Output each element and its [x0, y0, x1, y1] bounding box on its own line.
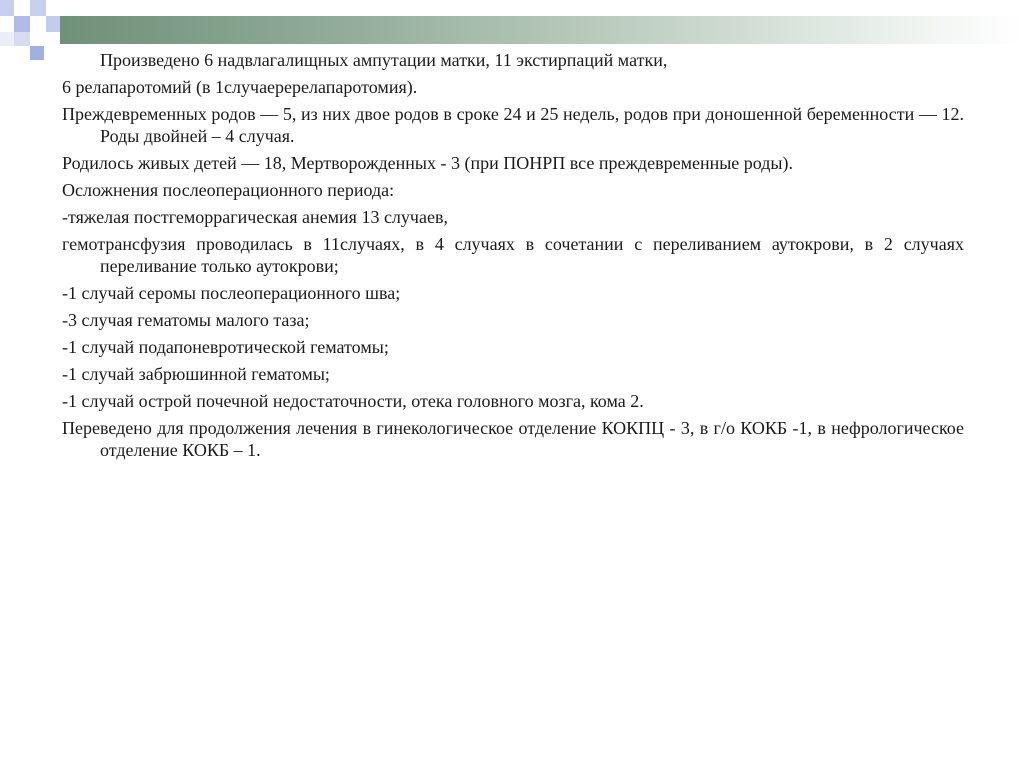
paragraph-subaponeurotic-hematoma: -1 случай подапоневротической гематомы; [62, 337, 389, 357]
paragraph-transfers: Переведено для продолжения лечения в гинекологическое отделение КОКПЦ - 3, в г/о КОКБ -1, в нефрологическое отделение КОКБ – 1. [62, 418, 964, 460]
paragraph-relaparotomies: 6 релапаротомий (в 1случаеререлапаротомия). [62, 77, 418, 97]
paragraph-anemia: -тяжелая постгеморрагическая анемия 13 случаев, [62, 207, 448, 227]
paragraph-complications-heading: Осложнения послеоперационного периода: [62, 180, 395, 200]
paragraph-retroperitoneal-hematoma: -1 случай забрюшинной гематомы; [62, 364, 330, 384]
decor-square [46, 16, 60, 32]
paragraph-preterm-births: Преждевременных родов — 5, из них двое родов в сроке 24 и 25 недель, родов при доношенной беременности — 12. Роды двойней – 4 случая. [62, 104, 964, 146]
decor-square [30, 46, 44, 60]
slide-body-text [62, 49, 964, 466]
decor-square [0, 32, 14, 46]
paragraph-seroma: -1 случай серомы послеоперационного шва; [62, 283, 401, 303]
paragraph-pelvic-hematoma: -3 случая гематомы малого таза; [62, 310, 310, 330]
paragraph-transfusion: гемотрансфузия проводилась в 11случаях, в 4 случаях в сочетании с переливанием аутокрови, в 2 случаях переливание только аутокрови; [62, 234, 964, 276]
decor-square [0, 0, 14, 16]
header-gradient-bar [60, 16, 1024, 44]
paragraph-renal-failure: -1 случай острой почечной недостаточности, отека головного мозга, кома 2. [62, 391, 644, 411]
decor-square [14, 32, 30, 46]
decor-square [30, 0, 46, 16]
decor-square [14, 16, 30, 32]
paragraph-amputations: Произведено 6 надвлагалищных ампутации матки, 11 экстирпаций матки, [100, 50, 668, 70]
paragraph-live-births: Родилось живых детей — 18, Мертворожденных - 3 (при ПОНРП все преждевременные роды). [62, 153, 794, 173]
